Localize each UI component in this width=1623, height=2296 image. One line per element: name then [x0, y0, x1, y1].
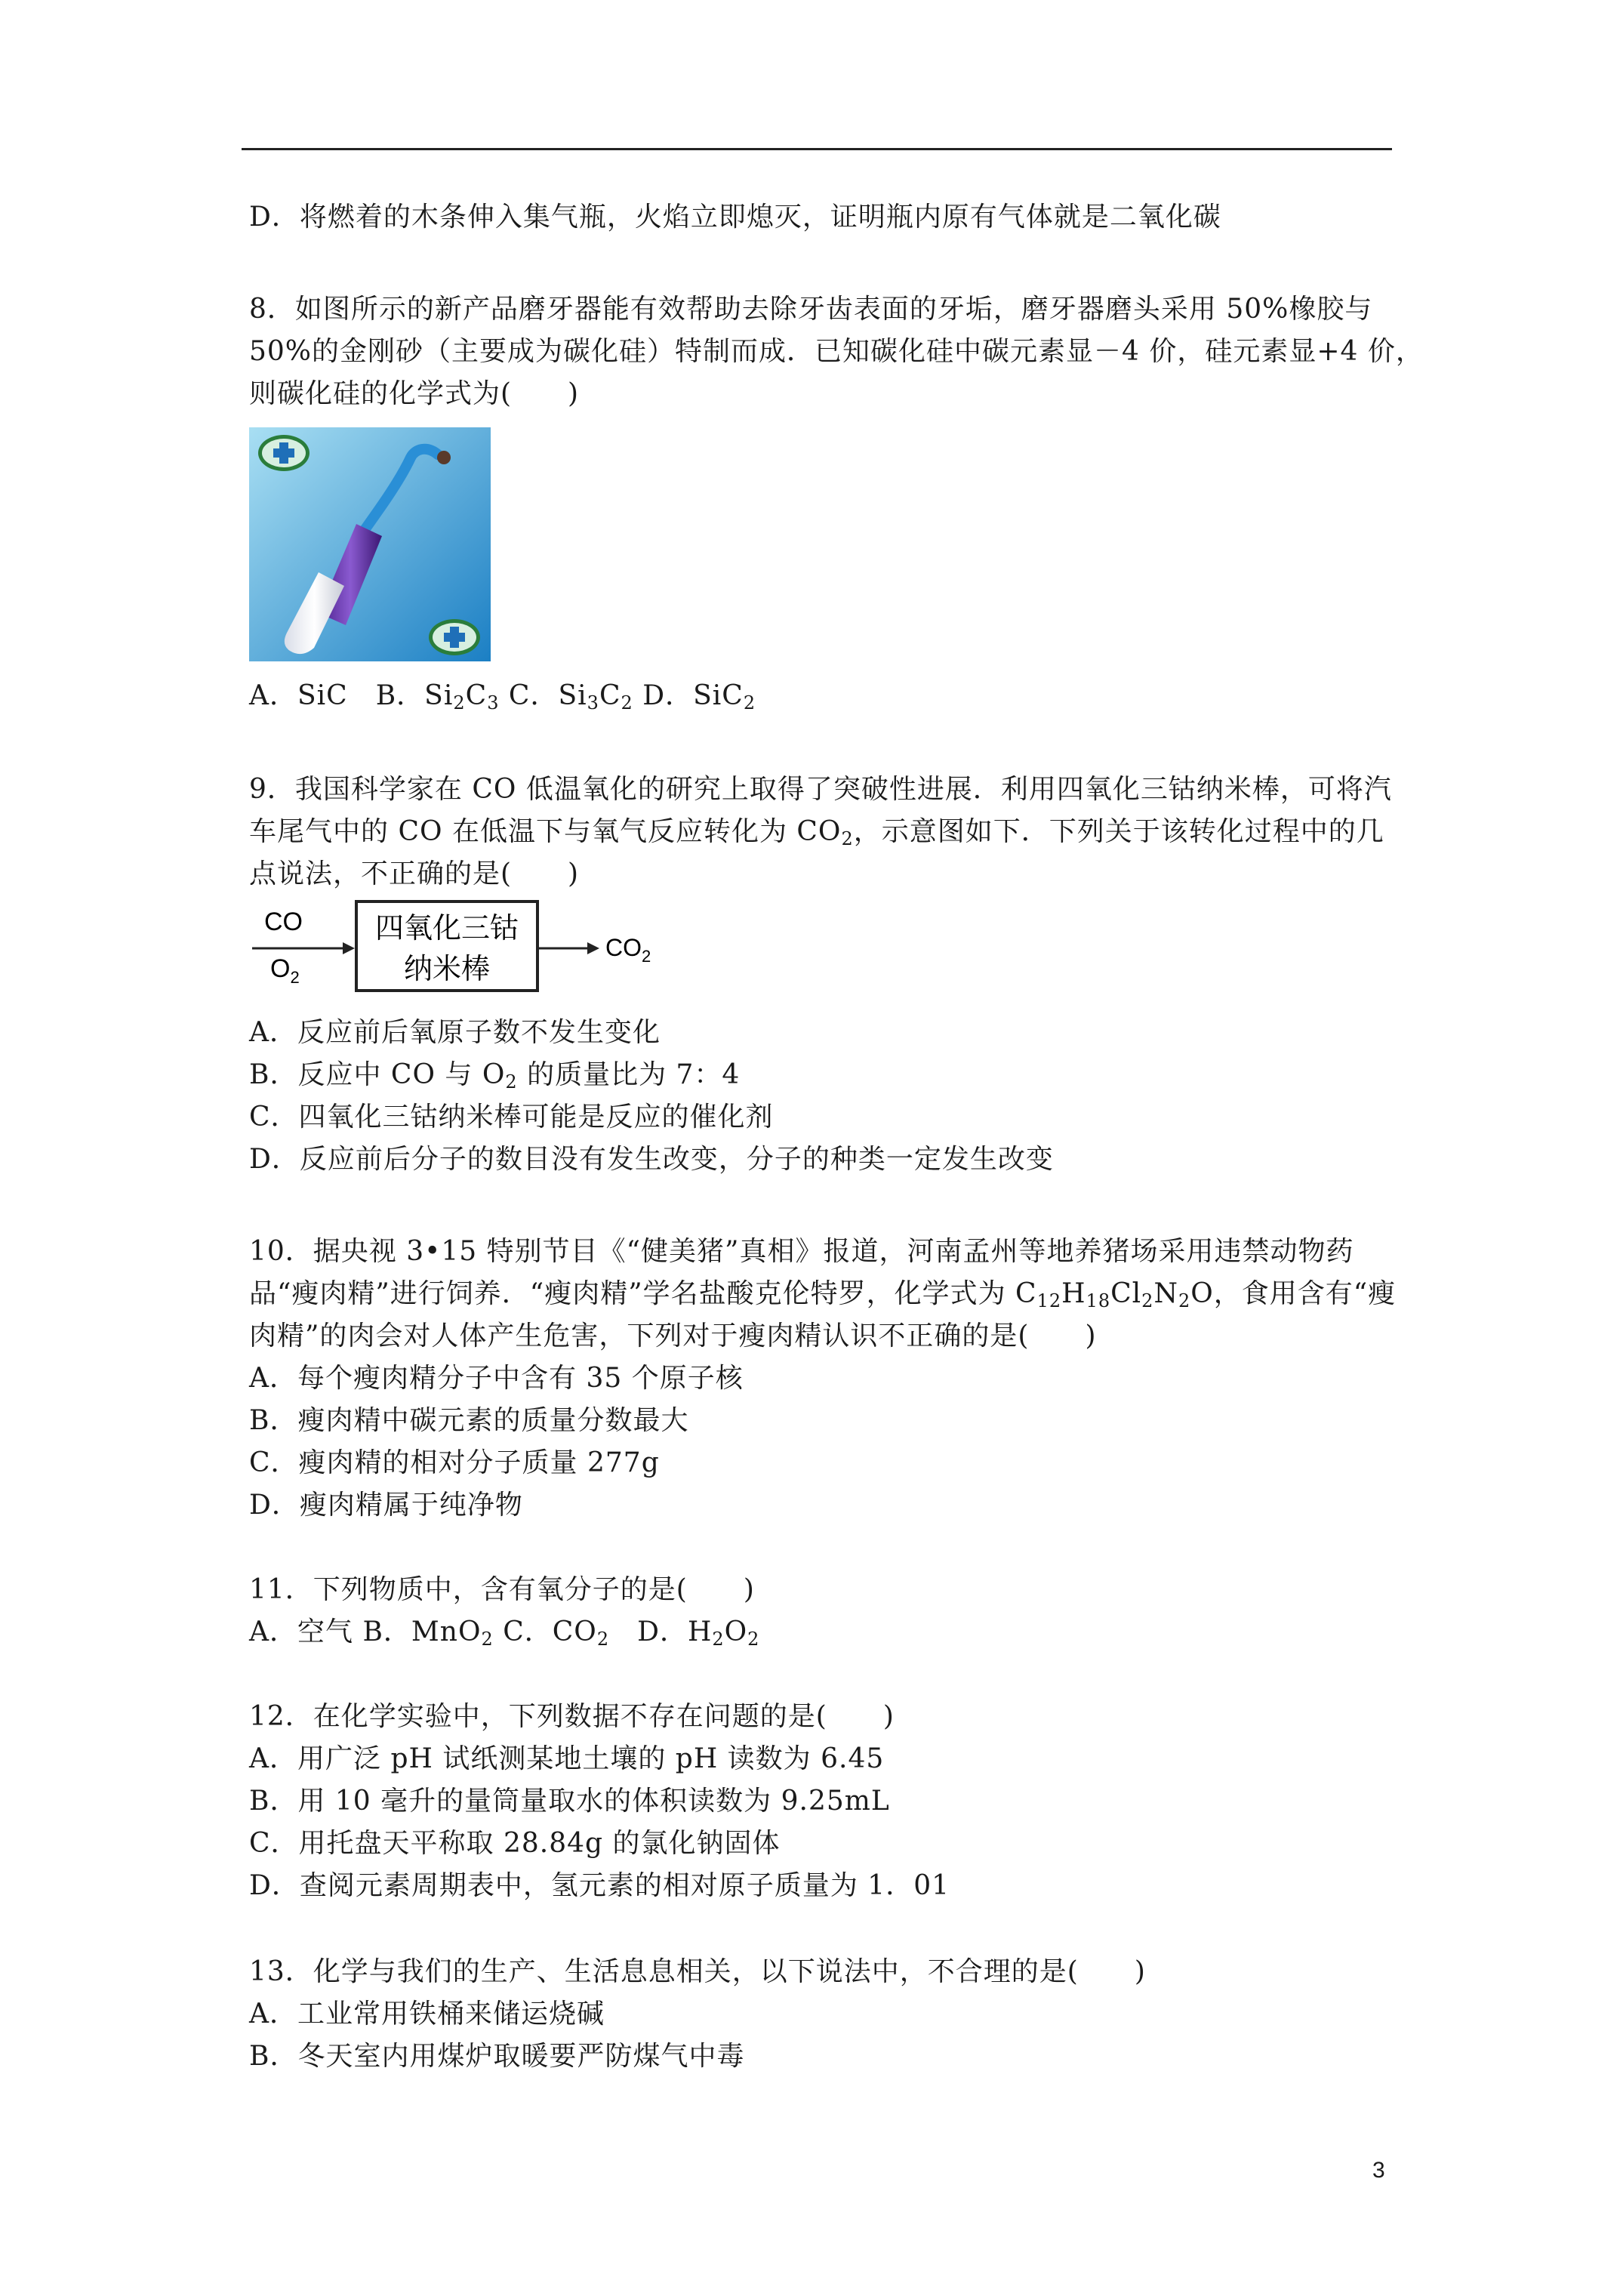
catalyst-label-1: 四氧化三钴: [374, 911, 519, 945]
q13-stem: 13．化学与我们的生产、生活息息相关，以下说法中，不合理的是( ): [249, 1956, 1146, 1987]
catalyst-label-2: 纳米棒: [403, 952, 491, 985]
q9-option-a: A．反应前后氧原子数不发生变化: [249, 1017, 661, 1048]
q10-option-a: A．每个瘦肉精分子中含有 35 个原子核: [249, 1363, 744, 1394]
header-rule: [242, 148, 1392, 150]
q10-option-c: C．瘦肉精的相对分子质量 277g: [249, 1447, 660, 1478]
q13-option-b: B．冬天室内用煤炉取暖要严防煤气中毒: [249, 2041, 745, 2072]
q10-option-d: D．瘦肉精属于纯净物: [249, 1490, 523, 1521]
q8-options: A．SiC B．$Si_2C_3$ C．$Si_3C_2$ D．SiC$_2$: [249, 680, 756, 713]
q10-line-2: 品“瘦肉精”进行饲养．“瘦肉精”学名盐酸克伦特罗，化学式为 $C_{12}H_{18}Cl_2N_2O$，食用含有“瘦: [249, 1278, 1397, 1311]
q9-line-3: 点说法，不正确的是( ): [249, 858, 580, 889]
flow-output-co2: $CO_2$: [605, 934, 651, 966]
q10-line-3: 肉精”的肉会对人体产生危害，下列对于瘦肉精认识不正确的是( ): [249, 1321, 1097, 1351]
q7-option-d: D．将燃着的木条伸入集气瓶，火焰立即熄灭，证明瓶内原有气体就是二氧化碳: [249, 202, 1221, 233]
cross-badge-bottom-icon: [429, 619, 480, 655]
q11-options: A．空气 B．MnO$_2$ C．$CO_2$ D．$H_2O_2$: [249, 1616, 760, 1650]
q9-option-c: C．四氧化三钴纳米棒可能是反应的催化剂: [249, 1102, 774, 1133]
q9-option-d: D．反应前后分子的数目没有发生改变，分子的种类一定发生改变: [249, 1144, 1054, 1175]
flow-input-co: CO: [264, 908, 303, 936]
q9-option-b: B．反应中 CO 与 $O_2$ 的质量比为 7：4: [249, 1059, 741, 1093]
cross-badge-top-icon: [258, 435, 310, 471]
page-number: 3: [1372, 2158, 1385, 2183]
q12-option-b: B．用 10 毫升的量筒量取水的体积读数为 9.25mL: [249, 1786, 890, 1817]
flow-input-o2: $O_2$: [270, 954, 300, 987]
q12-option-d: D．查阅元素周期表中，氢元素的相对原子质量为 1．01: [249, 1870, 950, 1901]
q11-stem: 11．下列物质中，含有氧分子的是( ): [249, 1574, 755, 1605]
q12-option-c: C．用托盘天平称取 28.84g 的氯化钠固体: [249, 1828, 781, 1859]
q12-stem: 12．在化学实验中，下列数据不存在问题的是( ): [249, 1701, 895, 1732]
q9-line-2: 车尾气中的 CO 在低温下与氧气反应转化为 $CO_2$，示意图如下．下列关于该转化过程中的几: [249, 816, 1384, 849]
q10-line-1: 10．据央视 3•15 特别节目《“健美猪”真相》报道，河南孟州等地养猪场采用违禁动物药: [249, 1236, 1354, 1267]
q8-line-1: 8．如图所示的新产品磨牙器能有效帮助去除牙齿表面的牙垢，磨牙器磨头采用 50%橡胶与: [249, 294, 1373, 325]
q8-line-2: 50%的金刚砂（主要成为碳化硅）特制而成．已知碳化硅中碳元素显－4 价，硅元素显+4 价，: [249, 336, 1424, 367]
q12-option-a: A．用广泛 pH 试纸测某地土壤的 pH 读数为 6.45: [249, 1743, 885, 1774]
q8-line-3: 则碳化硅的化学式为( ): [249, 378, 580, 409]
q13-option-a: A．工业常用铁桶来储运烧碱: [249, 1999, 605, 2029]
reaction-flow-diagram: [249, 897, 672, 995]
q9-line-1: 9．我国科学家在 CO 低温氧化的研究上取得了突破性进展．利用四氧化三钴纳米棒，可将汽: [249, 774, 1392, 805]
tooth-grinder-image: [249, 427, 491, 661]
q10-option-b: B．瘦肉精中碳元素的质量分数最大: [249, 1405, 689, 1436]
